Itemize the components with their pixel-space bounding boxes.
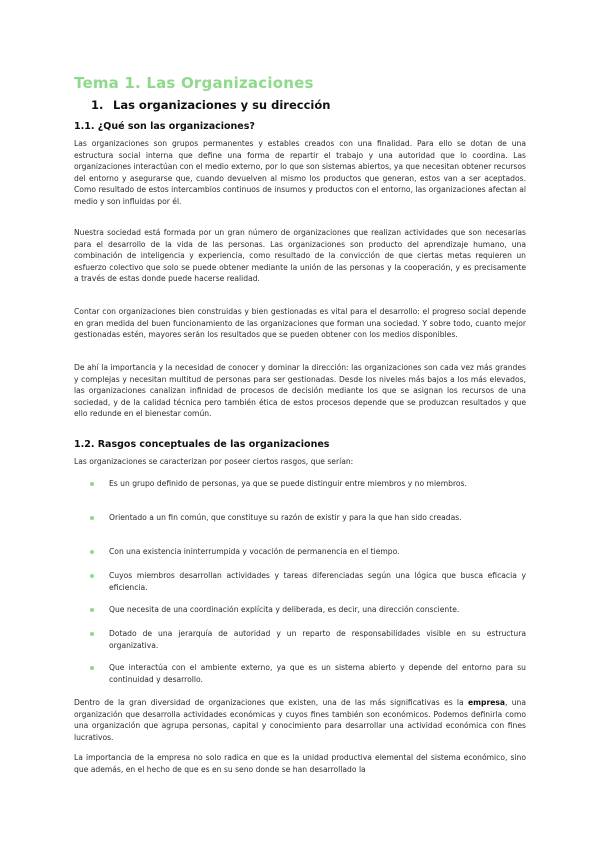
document-title: Tema 1. Las Organizaciones: [74, 74, 314, 92]
list-item: Que interactúa con el ambiente externo, ya que es un sistema abierto y depende del entorno para su continuidad y desarrollo.: [90, 662, 526, 685]
list-item: Cuyos miembros desarrollan actividades y tareas diferenciadas según una lógica que busca eficacia y eficiencia.: [90, 570, 526, 593]
bullet-dot-icon: [90, 550, 94, 554]
list-item: Orientado a un fin común, que constituye su razón de existir y para la que han sido creadas.: [90, 512, 526, 524]
bullet-dot-icon: [90, 632, 94, 636]
paragraph: La importancia de la empresa no solo radica en que es la unidad productiva elemental del sistema económico, sino que además, en el hecho de que es en su seno donde se han desarrollado la: [74, 753, 526, 774]
paragraph: De ahí la importancia y la necesidad de conocer y dominar la dirección: las organizaciones son cada vez más grandes y complejas y necesitan multitud de personas para ser gestionadas. Desde los niveles más bajos a los más elevados, las organizaciones canalizan infinidad de procesos de decisión mediante los que se asignan los recursos de una sociedad, y de la calidad técnica pero también ética de estos procesos depende que se produzcan resultados y que ello redunde en el bienestar común.: [74, 363, 526, 419]
list-item: Dotado de una jerarquía de autoridad y un reparto de responsabilidades visible en su estructura organizativa.: [90, 628, 526, 651]
section-heading-1-1: 1.1. ¿Qué son las organizaciones?: [74, 121, 255, 132]
bullet-dot-icon: [90, 574, 94, 578]
bullet-dot-icon: [90, 482, 94, 486]
emphasis-empresa: empresa: [467, 698, 506, 707]
chapter-heading-number: 1.: [91, 98, 104, 112]
bullet-dot-icon: [90, 666, 94, 670]
chapter-heading: [91, 98, 330, 112]
paragraph: Contar con organizaciones bien construidas y bien gestionadas es vital para el desarrollo: el progreso social depende en gran medida del buen funcionamiento de las organizaciones que forman una sociedad. Y sobre todo, cuanto mejor gestionadas estén, mayores serán los resultados que se pueden obtener con los medios disponibles.: [74, 307, 526, 340]
bullet-dot-icon: [90, 608, 94, 612]
paragraph-empresa: Dentro de la gran diversidad de organizaciones que existen, una de las más significativas es la empresa, una organización que desarrolla actividades económicas y cuyos fines también son económicos. Podemos definirla como una organización que agrupa personas, capital y conocimiento para desarrollar una actividad económica con fines lucrativos.: [74, 698, 527, 742]
section-heading-1-2: 1.2. Rasgos conceptuales de las organizaciones: [74, 439, 330, 450]
bullet-dot-icon: [90, 516, 94, 520]
list-item: Con una existencia ininterrumpida y vocación de permanencia en el tiempo.: [90, 546, 526, 558]
list-item: Es un grupo definido de personas, ya que se puede distinguir entre miembros y no miembros.: [90, 478, 526, 490]
list-item: Que necesita de una coordinación explícita y deliberada, es decir, una dirección consciente.: [90, 604, 526, 616]
paragraph: Las organizaciones son grupos permanentes y estables creados con una finalidad. Para ello se dotan de una estructura social interna que define una forma de repartir el trabajo y una autoridad que lo coordina. Las organizaciones interactúan con el medio externo, por lo que son sistemas abiertos, ya que necesitan obtener recursos del entorno y asegurarse que, cuando devuelven al mismo los productos que generan, estos van a ser aceptados. Como resultado de estos intercambios continuos de insumos y productos con el entorno, las organizaciones afectan al medio y son influidas por él.: [74, 139, 526, 206]
paragraph: Las organizaciones se caracterizan por poseer ciertos rasgos, que serían:: [74, 457, 354, 466]
chapter-heading-text: Las organizaciones y su dirección: [113, 98, 331, 112]
paragraph: Nuestra sociedad está formada por un gran número de organizaciones que realizan actividades que son necesarias para el desarrollo de la vida de las personas. Las organizaciones son producto del aprendizaje humano, una combinación de inteligencia y experiencia, como resultado de la convicción de que ciertas metas requieren un esfuerzo colectivo que solo se puede obtener mediante la unión de las personas y la cooperación, y es precisamente a través de estas donde puede hacerse realidad.: [74, 228, 526, 284]
